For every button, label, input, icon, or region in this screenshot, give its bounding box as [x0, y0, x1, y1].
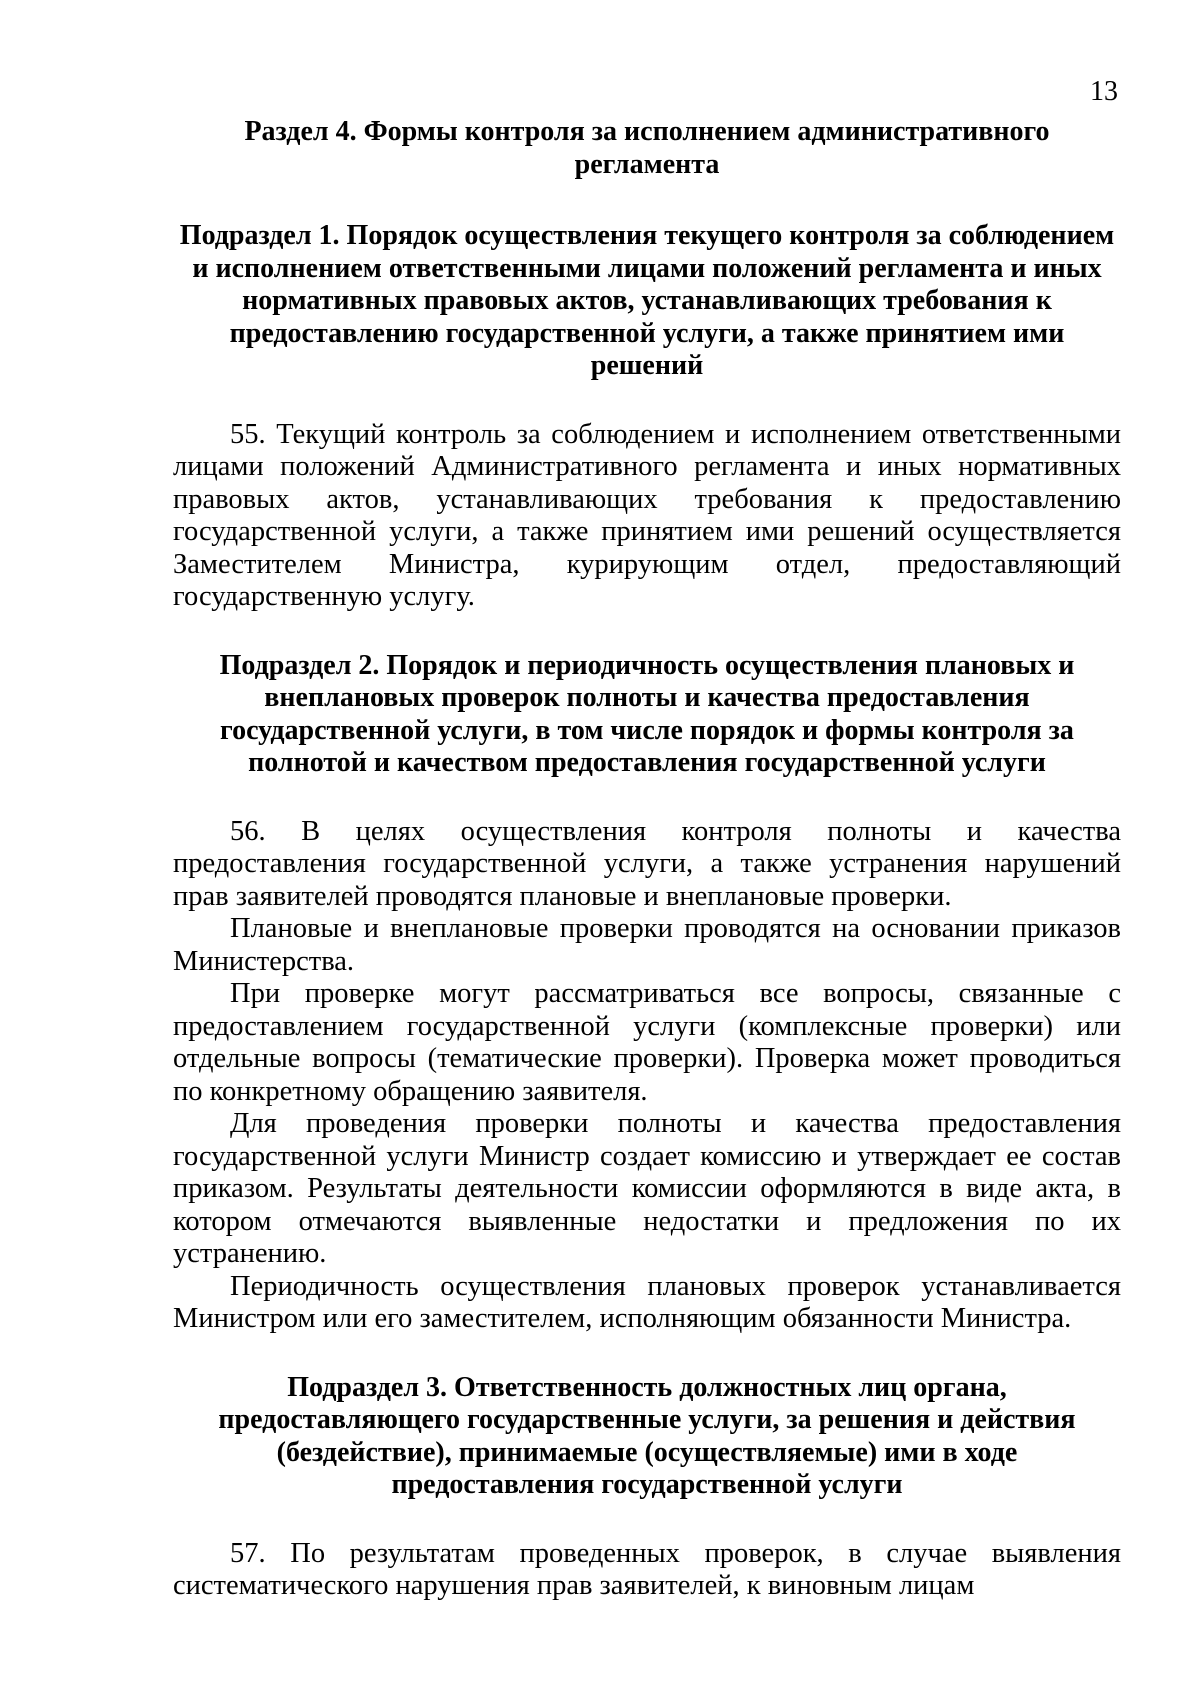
paragraph-56-check-scope: При проверке могут рассматриваться все вопросы, связанные с предоставлением государственной услуги (комплексные проверки) или отдельные вопросы (тематические проверки). Проверка может проводиться по конкретному обращению заявителя.: [173, 978, 1121, 1107]
subsection-3-title: Подраздел 3. Ответственность должностных лиц органа, предоставляющего государственные услуги, за решения и действия (бездействие), принимаемые (осуществляемые) ими в ходе предоставления государственной услуги: [218, 1371, 1076, 1500]
paragraph-56-periodicity: Периодичность осуществления плановых проверок устанавливается Министром или его заместителем, исполняющим обязанности Министра.: [173, 1270, 1121, 1334]
paragraph-56: 56. В целях осуществления контроля полноты и качества предоставления государственной услуги, а также устранения нарушений прав заявителей проводятся плановые и внеплановые проверки.: [173, 815, 1121, 912]
paragraph-55: 55. Текущий контроль за соблюдением и исполнением ответственными лицами положений Административного регламента и иных нормативных правовых актов, устанавливающих требования к предоставлению государственной услуги, а также принятием ими решений осуществляется Заместителем Министра, курирующим отдел, предоставляющий государственную услугу.: [173, 418, 1121, 612]
paragraph-56-commission: Для проведения проверки полноты и качества предоставления государственной услуги Министр создает комиссию и утверждает ее состав приказом. Результаты деятельности комиссии оформляются в виде акта, в котором отмечаются выявленные недостатки и предложения по их устранению.: [173, 1108, 1121, 1269]
page-number: 13: [1090, 76, 1118, 107]
section-title: Раздел 4. Формы контроля за исполнением административного регламента: [244, 116, 1050, 180]
subsection-1-title: Подраздел 1. Порядок осуществления текущего контроля за соблюдением и исполнением ответственными лицами положений регламента и иных нормативных правовых актов, устанавливающих требования к предоставлению государственной услуги, а также принятием ими решений: [179, 220, 1115, 381]
subsection-2-title: Подраздел 2. Порядок и периодичность осуществления плановых и внеплановых проверок полноты и качества предоставления государственной услуги, в том числе порядок и формы контроля за полнотой и качеством предоставления государственной услуги: [219, 649, 1075, 778]
document-body: [173, 116, 1121, 1603]
paragraph-56-scheduled-checks: Плановые и внеплановые проверки проводятся на основании приказов Министерства.: [173, 913, 1121, 977]
paragraph-57: 57. По результатам проведенных проверок, в случае выявления систематического нарушения прав заявителей, к виновным лицам: [173, 1537, 1121, 1601]
